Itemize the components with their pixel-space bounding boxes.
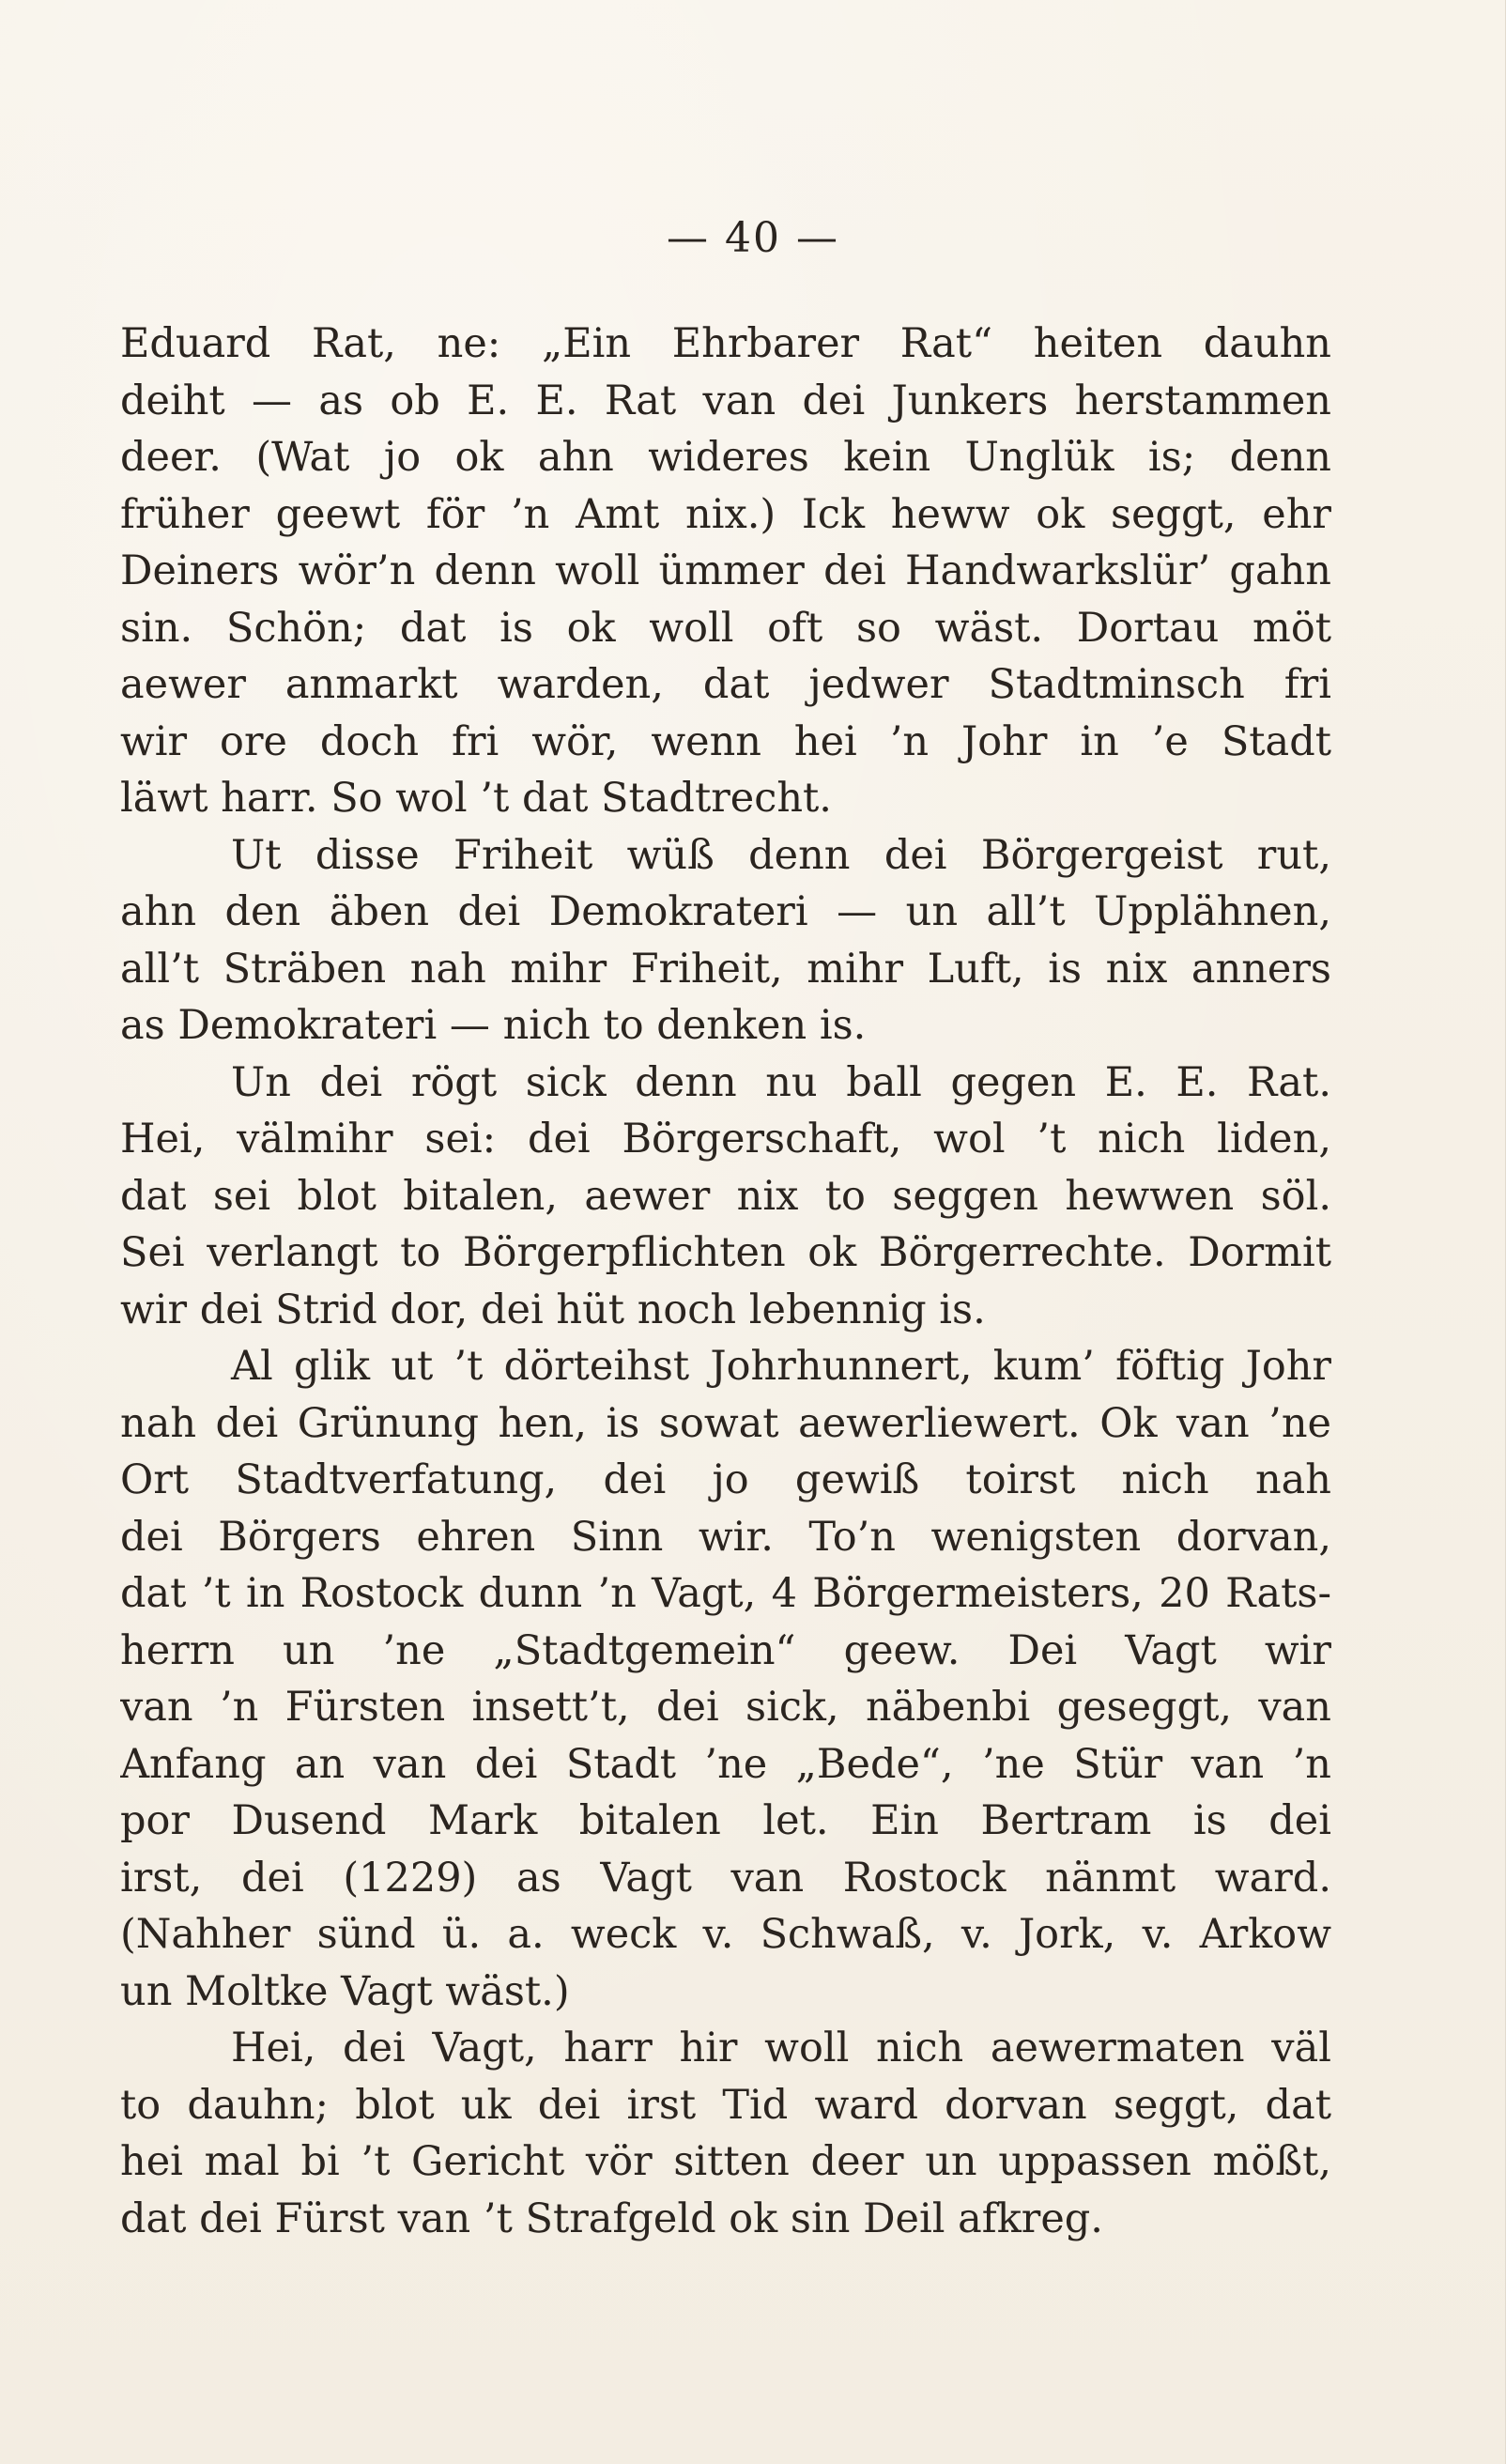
text-line: (Nahher sünd ü. a. weck v. Schwaß, v. Jork, v. Arkow bbox=[120, 1911, 1331, 1958]
text-line: Anfang an van dei Stadt ’ne „Bede“, ’ne Stür van ’n bbox=[120, 1740, 1331, 1788]
text-line: irst, dei (1229) as Vagt van Rostock nänmt ward. bbox=[120, 1854, 1331, 1902]
text-line: wir ore doch fri wör, wenn hei ’n Johr in ’e Stadt bbox=[120, 717, 1331, 765]
text-line: all’t Sträben nah mihr Friheit, mihr Luft, is nix anners bbox=[120, 945, 1331, 993]
text-line: Al glik ut ’t dörteihst Johrhunnert, kum’ föftig Johr bbox=[231, 1343, 1331, 1390]
text-line: Hei, välmihr sei: dei Börgerschaft, wol ’t nich liden, bbox=[120, 1116, 1331, 1163]
text-line: läwt harr. So wol ’t dat Stadtrecht. bbox=[120, 775, 832, 822]
text-line: van ’n Fürsten insett’t, dei sick, näbenbi geseggt, van bbox=[120, 1684, 1331, 1731]
text-line: Deiners wör’n denn woll ümmer dei Handwarkslür’ gahn bbox=[120, 547, 1331, 594]
text-line: dat dei Fürst van ’t Strafgeld ok sin Deil afkreg. bbox=[120, 2194, 1103, 2242]
text-line: to dauhn; blot uk dei irst Tid ward dorvan seggt, dat bbox=[120, 2081, 1331, 2129]
text-line: Ut disse Friheit wüß denn dei Börgergeist rut, bbox=[231, 831, 1331, 879]
body-text bbox=[120, 316, 1331, 2247]
text-line: deiht — as ob E. E. Rat van dei Junkers herstammen bbox=[120, 377, 1331, 424]
text-line: dei Börgers ehren Sinn wir. To’n wenigsten dorvan, bbox=[120, 1513, 1331, 1561]
text-line: Ort Stadtverfatung, dei jo gewiß toirst nich nah bbox=[120, 1456, 1331, 1503]
text-line: sin. Schön; dat is ok woll oft so wäst. Dortau möt bbox=[120, 604, 1331, 652]
text-line: herrn un ’ne „Stadtgemein“ geew. Dei Vagt wir bbox=[120, 1626, 1331, 1674]
text-line: deer. (Wat jo ok ahn wideres kein Unglük is; denn bbox=[120, 434, 1331, 481]
text-line: nah dei Grünung hen, is sowat aewerliewert. Ok van ’ne bbox=[120, 1399, 1331, 1447]
text-line: früher geewt för ’n Amt nix.) Ick heww ok seggt, ehr bbox=[120, 490, 1331, 538]
text-line: ahn den äben dei Demokrateri — un all’t Upplähnen, bbox=[120, 888, 1331, 935]
text-line: aewer anmarkt warden, dat jedwer Stadtminsch fri bbox=[120, 661, 1331, 708]
text-line: dat ’t in Rostock dunn ’n Vagt, 4 Börgermeisters, 20 Rats- bbox=[120, 1570, 1331, 1617]
text-line: Sei verlangt to Börgerpflichten ok Börgerrechte. Dormit bbox=[120, 1229, 1331, 1276]
text-line: dat sei blot bitalen, aewer nix to seggen hewwen söl. bbox=[120, 1172, 1331, 1220]
text-line: Hei, dei Vagt, harr hir woll nich aewermaten väl bbox=[231, 2025, 1331, 2071]
text-line: Un dei rögt sick denn nu ball gegen E. E. Rat. bbox=[231, 1058, 1331, 1106]
text-line: por Dusend Mark bitalen let. Ein Bertram is dei bbox=[120, 1797, 1331, 1844]
text-line: hei mal bi ’t Gericht vör sitten deer un uppassen mößt, bbox=[120, 2138, 1331, 2185]
text-line: un Moltke Vagt wäst.) bbox=[120, 1967, 570, 2015]
text-line: wir dei Strid dor, dei hüt noch lebennig is. bbox=[120, 1286, 986, 1333]
page-number: — 40 — bbox=[667, 214, 839, 262]
text-line: as Demokrateri — nich to denken is. bbox=[120, 1002, 867, 1049]
text-line: Eduard Rat, ne: „Ein Ehrbarer Rat“ heiten dauhn bbox=[120, 320, 1331, 367]
